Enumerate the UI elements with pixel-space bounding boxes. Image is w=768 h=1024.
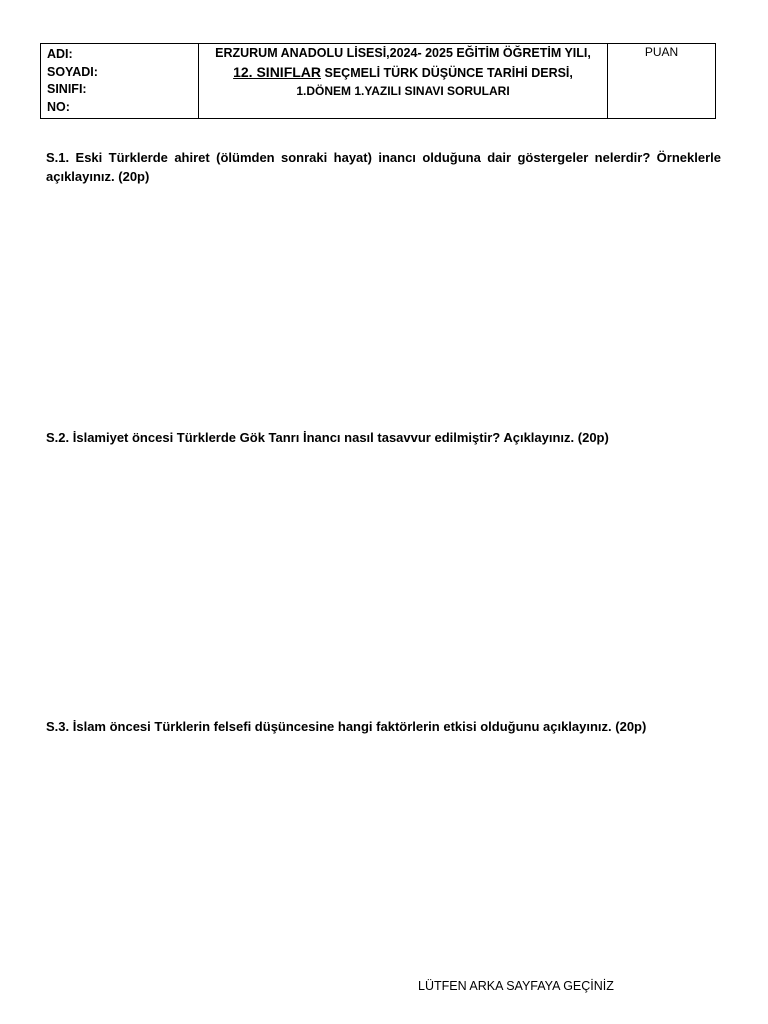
- score-cell: [608, 44, 716, 119]
- exam-title-school: ERZURUM ANADOLU LİSESİ,2024- 2025 EĞİTİM ÖĞRETİM YILI,: [215, 46, 591, 60]
- student-name-label: ADI:: [47, 47, 73, 61]
- exam-title-course: [199, 62, 607, 83]
- student-number-label: NO:: [47, 99, 70, 114]
- student-info-cell: [41, 44, 199, 119]
- score-label: PUAN: [644, 45, 679, 59]
- exam-header-table: [40, 43, 716, 119]
- student-info-fields: [41, 44, 198, 116]
- question-2: S.2. İslamiyet öncesi Türklerde Gök Tanrı İnancı nasıl tasavvur edilmiştir? Açıklayınız. (20p): [46, 430, 609, 445]
- turn-page-note: LÜTFEN ARKA SAYFAYA GEÇİNİZ: [418, 979, 614, 993]
- exam-title-cell: [199, 44, 608, 119]
- exam-title-course-name: SEÇMELİ TÜRK DÜŞÜNCE TARİHİ DERSİ,: [321, 66, 573, 80]
- exam-title-term: 1.DÖNEM 1.YAZILI SINAVI SORULARI: [296, 84, 510, 98]
- exam-header-row: [41, 44, 716, 119]
- question-1: S.1. Eski Türklerde ahiret (ölümden sonraki hayat) inancı olduğuna dair göstergeler nelerdir? Örneklerle açıklayınız. (20p): [46, 150, 721, 184]
- exam-title-grade: 12. SINIFLAR: [233, 64, 322, 80]
- student-surname-label: SOYADI:: [47, 64, 98, 79]
- student-class-label: SINIFI:: [47, 82, 87, 96]
- question-3: S.3. İslam öncesi Türklerin felsefi düşüncesine hangi faktörlerin etkisi olduğunu açıklayınız. (20p): [46, 719, 647, 734]
